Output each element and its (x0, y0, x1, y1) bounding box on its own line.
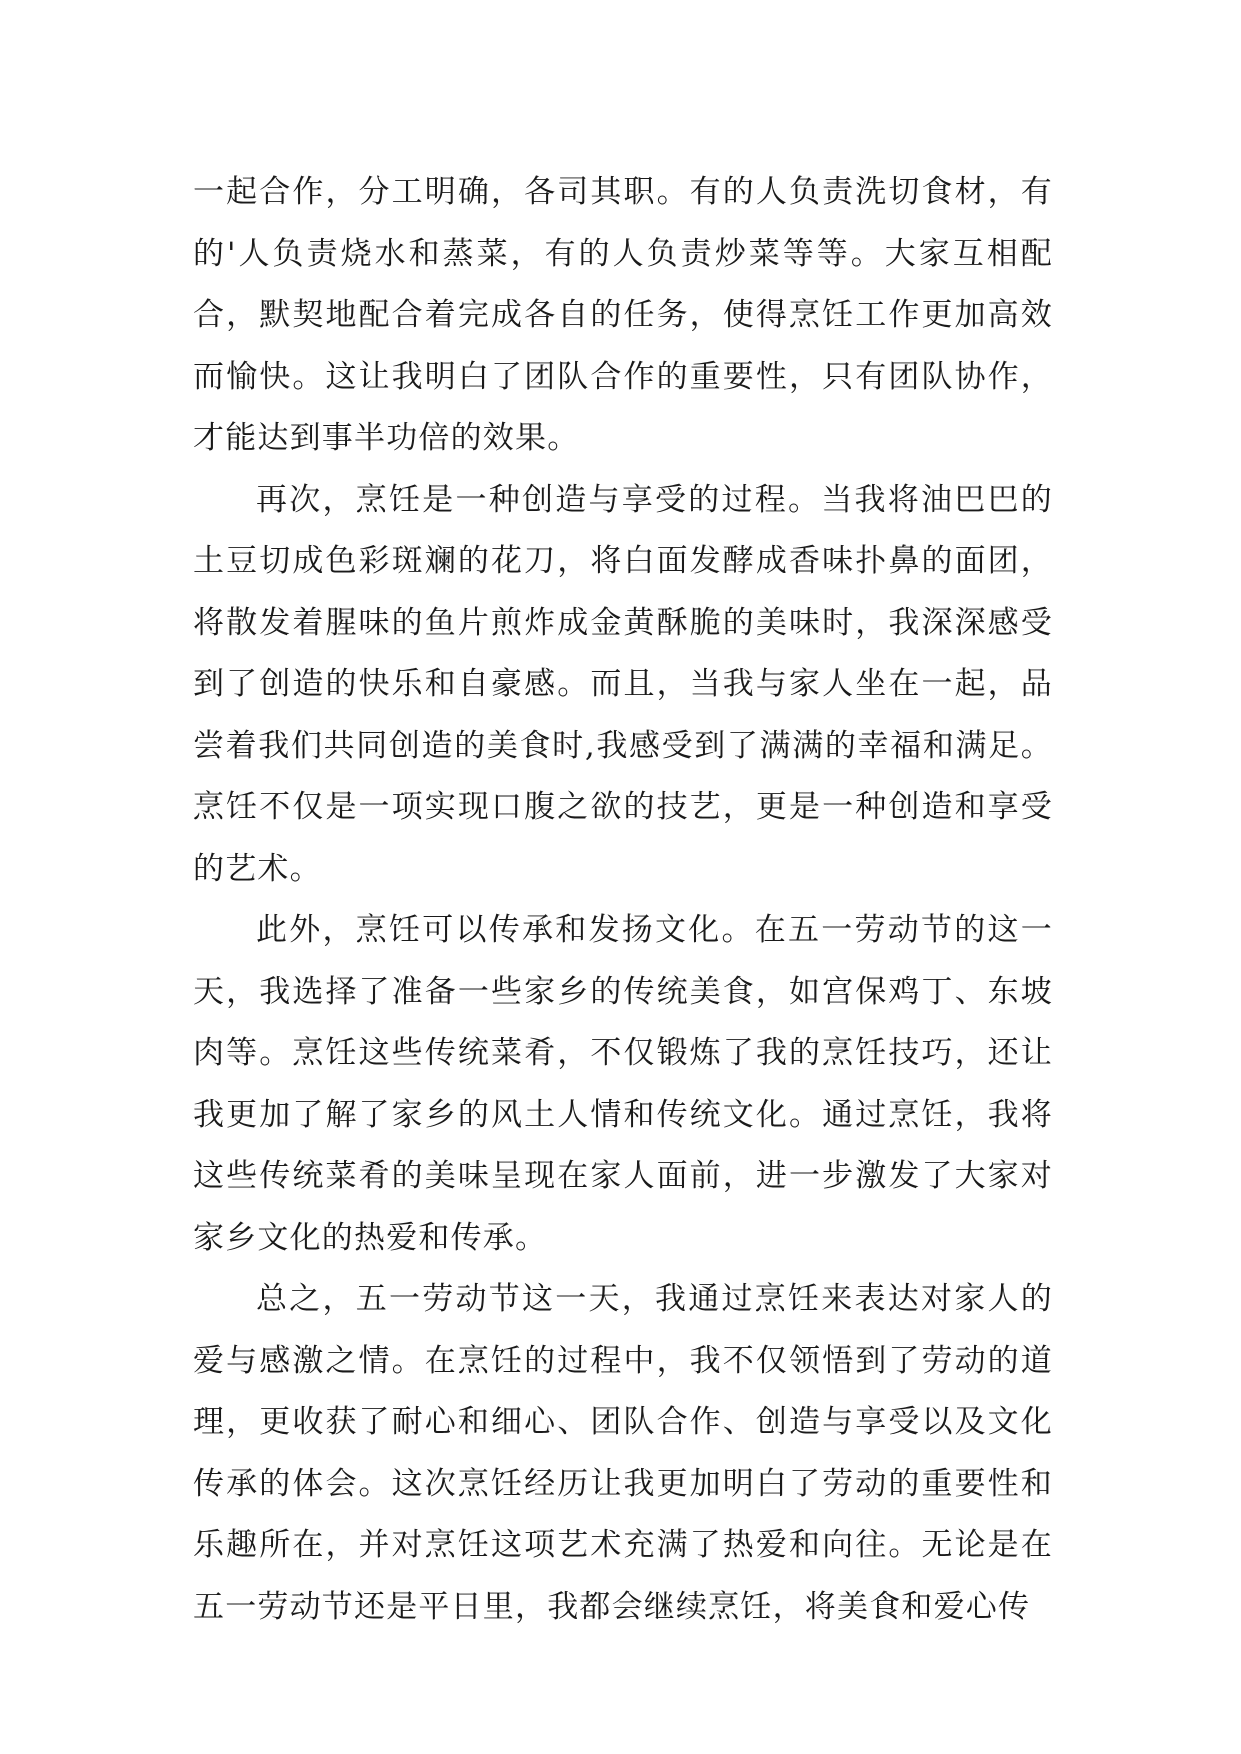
body-text (193, 162, 1053, 1638)
paragraph-4: 总之，五一劳动节这一天，我通过烹饪来表达对家人的爱与感激之情。在烹饪的过程中，我不仅领悟到了劳动的道理，更收获了耐心和细心、团队合作、创造与享受以及文化传承的体会。这次烹饪经历让我更加明白了劳动的重要性和乐趣所在，并对烹饪这项艺术充满了热爱和向往。无论是在五一劳动节还是平日里，我都会继续烹饪，将美食和爱心传 (193, 1281, 1053, 1625)
paragraph-2: 再次，烹饪是一种创造与享受的过程。当我将油巴巴的土豆切成色彩斑斓的花刀，将白面发酵成香味扑鼻的面团，将散发着腥味的鱼片煎炸成金黄酥脆的美味时，我深深感受到了创造的快乐和自豪感。而且，当我与家人坐在一起，品尝着我们共同创造的美食时,我感受到了满满的幸福和满足。烹饪不仅是一项实现口腹之欲的技艺，更是一种创造和享受的艺术。 (193, 481, 1053, 887)
paragraph-3: 此外，烹饪可以传承和发扬文化。在五一劳动节的这一天，我选择了准备一些家乡的传统美食，如宫保鸡丁、东坡肉等。烹饪这些传统菜肴，不仅锻炼了我的烹饪技巧，还让我更加了解了家乡的风土人情和传统文化。通过烹饪，我将这些传统菜肴的美味呈现在家人面前，进一步激发了大家对家乡文化的热爱和传承。 (193, 912, 1053, 1256)
paragraph-1: 一起合作，分工明确，各司其职。有的人负责洗切食材，有的'人负责烧水和蒸菜，有的人负责炒菜等等。大家互相配合，默契地配合着完成各自的任务，使得烹饪工作更加高效而愉快。这让我明白了团队合作的重要性，只有团队协作，才能达到事半功倍的效果。 (193, 174, 1053, 456)
